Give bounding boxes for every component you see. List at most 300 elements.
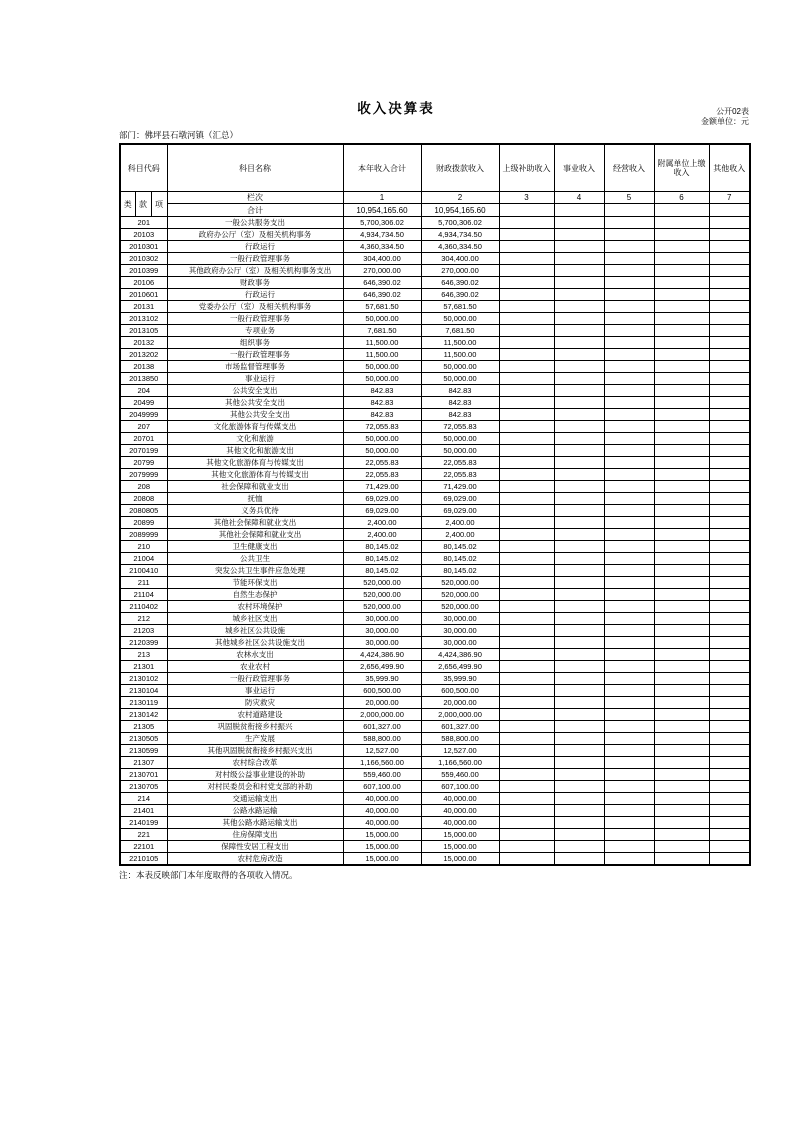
empty-cell xyxy=(554,505,604,517)
empty-cell xyxy=(709,841,750,853)
empty-cell xyxy=(554,397,604,409)
subject-code-cell: 2130705 xyxy=(120,781,167,793)
subject-name-cell: 其他公共安全支出 xyxy=(167,409,343,421)
fiscal-grant-cell: 842.83 xyxy=(421,409,499,421)
table-row xyxy=(120,325,750,337)
fiscal-grant-cell: 588,800.00 xyxy=(421,733,499,745)
table-row xyxy=(120,385,750,397)
subject-name-cell: 党委办公厅（室）及相关机构事务 xyxy=(167,301,343,313)
empty-cell xyxy=(554,589,604,601)
subject-code-cell: 2049999 xyxy=(120,409,167,421)
footnote: 注：本表反映部门本年度取得的各项收入情况。 xyxy=(119,870,298,880)
subject-code-cell: 2010399 xyxy=(120,265,167,277)
empty-cell xyxy=(499,565,554,577)
empty-cell xyxy=(554,613,604,625)
page-title: 收入决算表 xyxy=(357,101,435,116)
empty-cell xyxy=(604,337,654,349)
subject-code-cell: 2210105 xyxy=(120,853,167,866)
table-row xyxy=(120,397,750,409)
empty-cell xyxy=(654,817,709,829)
empty-cell xyxy=(709,625,750,637)
subject-name-cell: 文化旅游体育与传媒支出 xyxy=(167,421,343,433)
year-total-cell: 80,145.02 xyxy=(343,553,421,565)
empty-cell xyxy=(709,457,750,469)
subject-name-cell: 事业运行 xyxy=(167,685,343,697)
empty-cell xyxy=(654,493,709,505)
table-row xyxy=(120,781,750,793)
empty-cell xyxy=(554,229,604,241)
empty-cell xyxy=(709,301,750,313)
subject-name-cell: 一般行政管理事务 xyxy=(167,673,343,685)
subject-name-cell: 组织事务 xyxy=(167,337,343,349)
subject-name-cell: 公路水路运输 xyxy=(167,805,343,817)
empty-cell xyxy=(709,277,750,289)
subject-code-cell: 21301 xyxy=(120,661,167,673)
empty-cell xyxy=(554,673,604,685)
empty-cell xyxy=(499,697,554,709)
empty-cell xyxy=(654,769,709,781)
subject-name-cell: 对村级公益事业建设的补助 xyxy=(167,769,343,781)
fiscal-grant-cell: 304,400.00 xyxy=(421,253,499,265)
empty-cell xyxy=(709,553,750,565)
empty-cell xyxy=(499,313,554,325)
empty-cell xyxy=(554,601,604,613)
income-table xyxy=(119,143,751,866)
empty-cell xyxy=(604,361,654,373)
empty-cell xyxy=(604,565,654,577)
empty-cell xyxy=(554,709,604,721)
subject-code-cell: 21004 xyxy=(120,553,167,565)
empty-cell xyxy=(604,204,654,217)
empty-cell xyxy=(709,601,750,613)
table-row xyxy=(120,673,750,685)
lanci-col-7: 7 xyxy=(709,192,750,204)
empty-cell xyxy=(499,661,554,673)
empty-cell xyxy=(604,469,654,481)
empty-cell xyxy=(604,217,654,229)
empty-cell xyxy=(654,204,709,217)
empty-cell xyxy=(654,481,709,493)
empty-cell xyxy=(709,289,750,301)
empty-cell xyxy=(554,781,604,793)
fiscal-grant-cell: 30,000.00 xyxy=(421,625,499,637)
empty-cell xyxy=(499,745,554,757)
empty-cell xyxy=(554,661,604,673)
table-row xyxy=(120,457,750,469)
subject-code-cell: 2100410 xyxy=(120,565,167,577)
empty-cell xyxy=(709,505,750,517)
year-total-cell: 600,500.00 xyxy=(343,685,421,697)
table-row xyxy=(120,853,750,866)
year-total-cell: 607,100.00 xyxy=(343,781,421,793)
fiscal-grant-cell: 80,145.02 xyxy=(421,553,499,565)
empty-cell xyxy=(604,349,654,361)
fiscal-grant-cell: 15,000.00 xyxy=(421,853,499,866)
subject-code-cell: 21401 xyxy=(120,805,167,817)
empty-cell xyxy=(654,397,709,409)
subject-name-cell: 农业农村 xyxy=(167,661,343,673)
empty-cell xyxy=(709,481,750,493)
table-row xyxy=(120,769,750,781)
total-year-total: 10,954,165.60 xyxy=(343,204,421,217)
empty-cell xyxy=(604,421,654,433)
empty-cell xyxy=(709,853,750,866)
lanci-label: 栏次 xyxy=(167,192,343,204)
empty-cell xyxy=(654,325,709,337)
table-row xyxy=(120,685,750,697)
header-other-income: 其他收入 xyxy=(709,144,750,192)
empty-cell xyxy=(654,361,709,373)
subject-name-cell: 农村环境保护 xyxy=(167,601,343,613)
empty-cell xyxy=(654,505,709,517)
year-total-cell: 11,500.00 xyxy=(343,337,421,349)
empty-cell xyxy=(654,541,709,553)
subject-name-cell: 其他社会保障和就业支出 xyxy=(167,529,343,541)
empty-cell xyxy=(654,529,709,541)
empty-cell xyxy=(499,349,554,361)
header-row xyxy=(120,144,750,192)
subject-code-cell: 20132 xyxy=(120,337,167,349)
empty-cell xyxy=(604,409,654,421)
subject-code-cell: 2130599 xyxy=(120,745,167,757)
empty-cell xyxy=(499,373,554,385)
fiscal-grant-cell: 40,000.00 xyxy=(421,817,499,829)
empty-cell xyxy=(709,325,750,337)
subject-name-cell: 其他巩固脱贫衔接乡村振兴支出 xyxy=(167,745,343,757)
empty-cell xyxy=(654,673,709,685)
year-total-cell: 520,000.00 xyxy=(343,601,421,613)
year-total-cell: 15,000.00 xyxy=(343,829,421,841)
fiscal-grant-cell: 646,390.02 xyxy=(421,289,499,301)
subject-code-cell: 2013102 xyxy=(120,313,167,325)
empty-cell xyxy=(499,541,554,553)
table-row xyxy=(120,313,750,325)
empty-cell xyxy=(604,253,654,265)
table-row xyxy=(120,529,750,541)
empty-cell xyxy=(604,301,654,313)
amount-unit-label: 金额单位：元 xyxy=(701,117,749,126)
empty-cell xyxy=(654,757,709,769)
empty-cell xyxy=(654,841,709,853)
year-total-cell: 15,000.00 xyxy=(343,853,421,866)
subject-code-cell: 2010601 xyxy=(120,289,167,301)
table-row xyxy=(120,697,750,709)
empty-cell xyxy=(654,733,709,745)
subject-name-cell: 抚恤 xyxy=(167,493,343,505)
empty-cell xyxy=(654,565,709,577)
year-total-cell: 50,000.00 xyxy=(343,445,421,457)
empty-cell xyxy=(499,817,554,829)
empty-cell xyxy=(604,697,654,709)
empty-cell xyxy=(499,637,554,649)
empty-cell xyxy=(709,829,750,841)
fiscal-grant-cell: 601,327.00 xyxy=(421,721,499,733)
subject-name-cell: 保障性安居工程支出 xyxy=(167,841,343,853)
table-row xyxy=(120,277,750,289)
empty-cell xyxy=(499,793,554,805)
empty-cell xyxy=(709,361,750,373)
empty-cell xyxy=(554,853,604,866)
year-total-cell: 5,700,306.02 xyxy=(343,217,421,229)
empty-cell xyxy=(554,361,604,373)
subject-code-cell: 21305 xyxy=(120,721,167,733)
empty-cell xyxy=(604,769,654,781)
fiscal-grant-cell: 520,000.00 xyxy=(421,589,499,601)
empty-cell xyxy=(654,445,709,457)
subject-code-cell: 20131 xyxy=(120,301,167,313)
year-total-cell: 69,029.00 xyxy=(343,505,421,517)
subject-code-cell: 221 xyxy=(120,829,167,841)
empty-cell xyxy=(554,493,604,505)
empty-cell xyxy=(554,697,604,709)
empty-cell xyxy=(604,673,654,685)
fiscal-grant-cell: 20,000.00 xyxy=(421,697,499,709)
empty-cell xyxy=(604,841,654,853)
empty-cell xyxy=(654,649,709,661)
subject-code-cell: 2070199 xyxy=(120,445,167,457)
empty-cell xyxy=(709,565,750,577)
subject-name-cell: 其他公共安全支出 xyxy=(167,397,343,409)
empty-cell xyxy=(709,721,750,733)
empty-cell xyxy=(604,493,654,505)
empty-cell xyxy=(604,637,654,649)
empty-cell xyxy=(654,601,709,613)
empty-cell xyxy=(499,481,554,493)
empty-cell xyxy=(604,505,654,517)
empty-cell xyxy=(499,325,554,337)
subject-name-cell: 事业运行 xyxy=(167,373,343,385)
empty-cell xyxy=(499,265,554,277)
fiscal-grant-cell: 30,000.00 xyxy=(421,637,499,649)
empty-cell xyxy=(604,229,654,241)
year-total-cell: 601,327.00 xyxy=(343,721,421,733)
fiscal-grant-cell: 50,000.00 xyxy=(421,361,499,373)
subject-name-cell: 一般公共服务支出 xyxy=(167,217,343,229)
empty-cell xyxy=(604,721,654,733)
fiscal-grant-cell: 50,000.00 xyxy=(421,445,499,457)
empty-cell xyxy=(554,553,604,565)
fiscal-grant-cell: 30,000.00 xyxy=(421,613,499,625)
fiscal-grant-cell: 22,055.83 xyxy=(421,469,499,481)
empty-cell xyxy=(709,337,750,349)
subject-code-cell: 2089999 xyxy=(120,529,167,541)
year-total-cell: 842.83 xyxy=(343,397,421,409)
table-row xyxy=(120,613,750,625)
empty-cell xyxy=(604,853,654,866)
table-row xyxy=(120,421,750,433)
table-row xyxy=(120,565,750,577)
lanci-col-1: 1 xyxy=(343,192,421,204)
empty-cell xyxy=(709,253,750,265)
fiscal-grant-cell: 842.83 xyxy=(421,397,499,409)
year-total-cell: 646,390.02 xyxy=(343,289,421,301)
subject-code-cell: 214 xyxy=(120,793,167,805)
empty-cell xyxy=(654,385,709,397)
empty-cell xyxy=(604,445,654,457)
subject-name-cell: 住房保障支出 xyxy=(167,829,343,841)
table-row xyxy=(120,745,750,757)
year-total-cell: 57,681.50 xyxy=(343,301,421,313)
empty-cell xyxy=(554,445,604,457)
empty-cell xyxy=(654,709,709,721)
empty-cell xyxy=(709,349,750,361)
year-total-cell: 4,360,334.50 xyxy=(343,241,421,253)
empty-cell xyxy=(499,385,554,397)
subject-name-cell: 专项业务 xyxy=(167,325,343,337)
empty-cell xyxy=(604,805,654,817)
header-superior-subsidy: 上级补助收入 xyxy=(499,144,554,192)
empty-cell xyxy=(709,817,750,829)
empty-cell xyxy=(709,445,750,457)
empty-cell xyxy=(499,433,554,445)
empty-cell xyxy=(654,301,709,313)
fiscal-grant-cell: 11,500.00 xyxy=(421,349,499,361)
subject-name-cell: 生产发展 xyxy=(167,733,343,745)
empty-cell xyxy=(709,697,750,709)
empty-cell xyxy=(554,385,604,397)
empty-cell xyxy=(709,805,750,817)
empty-cell xyxy=(709,745,750,757)
empty-cell xyxy=(499,601,554,613)
table-row xyxy=(120,637,750,649)
empty-cell xyxy=(604,241,654,253)
fiscal-grant-cell: 15,000.00 xyxy=(421,829,499,841)
subject-code-cell: 212 xyxy=(120,613,167,625)
subject-code-cell: 21307 xyxy=(120,757,167,769)
empty-cell xyxy=(654,433,709,445)
empty-cell xyxy=(554,457,604,469)
table-row xyxy=(120,337,750,349)
empty-cell xyxy=(554,337,604,349)
table-row xyxy=(120,265,750,277)
empty-cell xyxy=(604,817,654,829)
empty-cell xyxy=(654,469,709,481)
empty-cell xyxy=(554,649,604,661)
table-row xyxy=(120,493,750,505)
empty-cell xyxy=(499,517,554,529)
table-row xyxy=(120,829,750,841)
empty-cell xyxy=(654,229,709,241)
year-total-cell: 646,390.02 xyxy=(343,277,421,289)
table-row xyxy=(120,541,750,553)
empty-cell xyxy=(709,769,750,781)
empty-cell xyxy=(554,733,604,745)
empty-cell xyxy=(654,697,709,709)
table-row xyxy=(120,553,750,565)
empty-cell xyxy=(604,373,654,385)
header-business-income: 经营收入 xyxy=(604,144,654,192)
fiscal-grant-cell: 11,500.00 xyxy=(421,337,499,349)
empty-cell xyxy=(604,517,654,529)
year-total-cell: 40,000.00 xyxy=(343,805,421,817)
fiscal-grant-cell: 50,000.00 xyxy=(421,373,499,385)
empty-cell xyxy=(499,829,554,841)
empty-cell xyxy=(499,853,554,866)
fiscal-grant-cell: 270,000.00 xyxy=(421,265,499,277)
table-row xyxy=(120,649,750,661)
header-sub-xiang: 项 xyxy=(151,192,167,217)
subject-name-cell: 其他文化和旅游支出 xyxy=(167,445,343,457)
subject-code-cell: 2130505 xyxy=(120,733,167,745)
empty-cell xyxy=(499,229,554,241)
subject-name-cell: 农村道路建设 xyxy=(167,709,343,721)
table-row xyxy=(120,577,750,589)
lanci-col-2: 2 xyxy=(421,192,499,204)
year-total-cell: 80,145.02 xyxy=(343,565,421,577)
year-total-cell: 80,145.02 xyxy=(343,541,421,553)
empty-cell xyxy=(499,493,554,505)
empty-cell xyxy=(554,313,604,325)
empty-cell xyxy=(554,265,604,277)
empty-cell xyxy=(499,673,554,685)
empty-cell xyxy=(709,793,750,805)
fiscal-grant-cell: 15,000.00 xyxy=(421,841,499,853)
year-total-cell: 12,527.00 xyxy=(343,745,421,757)
empty-cell xyxy=(604,661,654,673)
fiscal-grant-cell: 22,055.83 xyxy=(421,457,499,469)
subject-name-cell: 财政事务 xyxy=(167,277,343,289)
empty-cell xyxy=(554,277,604,289)
subject-name-cell: 公共卫生 xyxy=(167,553,343,565)
empty-cell xyxy=(654,805,709,817)
empty-cell xyxy=(554,349,604,361)
empty-cell xyxy=(709,493,750,505)
year-total-cell: 71,429.00 xyxy=(343,481,421,493)
year-total-cell: 50,000.00 xyxy=(343,433,421,445)
empty-cell xyxy=(499,769,554,781)
year-total-cell: 40,000.00 xyxy=(343,817,421,829)
empty-cell xyxy=(709,409,750,421)
table-row xyxy=(120,757,750,769)
empty-cell xyxy=(604,541,654,553)
year-total-cell: 842.83 xyxy=(343,409,421,421)
header-sub-lei: 类 xyxy=(120,192,135,217)
table-row xyxy=(120,469,750,481)
empty-cell xyxy=(654,781,709,793)
empty-cell xyxy=(499,445,554,457)
empty-cell xyxy=(654,829,709,841)
empty-cell xyxy=(654,589,709,601)
fiscal-grant-cell: 559,460.00 xyxy=(421,769,499,781)
empty-cell xyxy=(554,204,604,217)
table-row xyxy=(120,481,750,493)
subject-name-cell: 行政运行 xyxy=(167,241,343,253)
subject-name-cell: 社会保障和就业支出 xyxy=(167,481,343,493)
empty-cell xyxy=(499,553,554,565)
empty-cell xyxy=(709,673,750,685)
subject-code-cell: 20138 xyxy=(120,361,167,373)
subject-code-cell: 20799 xyxy=(120,457,167,469)
fiscal-grant-cell: 57,681.50 xyxy=(421,301,499,313)
empty-cell xyxy=(604,313,654,325)
empty-cell xyxy=(499,289,554,301)
form-meta xyxy=(701,107,749,127)
table-row xyxy=(120,409,750,421)
subject-code-cell: 2079999 xyxy=(120,469,167,481)
empty-cell xyxy=(604,265,654,277)
table-row xyxy=(120,361,750,373)
empty-cell xyxy=(604,745,654,757)
subject-code-cell: 208 xyxy=(120,481,167,493)
column-index-row xyxy=(120,192,750,204)
empty-cell xyxy=(554,721,604,733)
empty-cell xyxy=(709,781,750,793)
year-total-cell: 2,000,000.00 xyxy=(343,709,421,721)
empty-cell xyxy=(499,529,554,541)
table-row xyxy=(120,301,750,313)
subject-name-cell: 其他城乡社区公共设施支出 xyxy=(167,637,343,649)
table-row xyxy=(120,841,750,853)
